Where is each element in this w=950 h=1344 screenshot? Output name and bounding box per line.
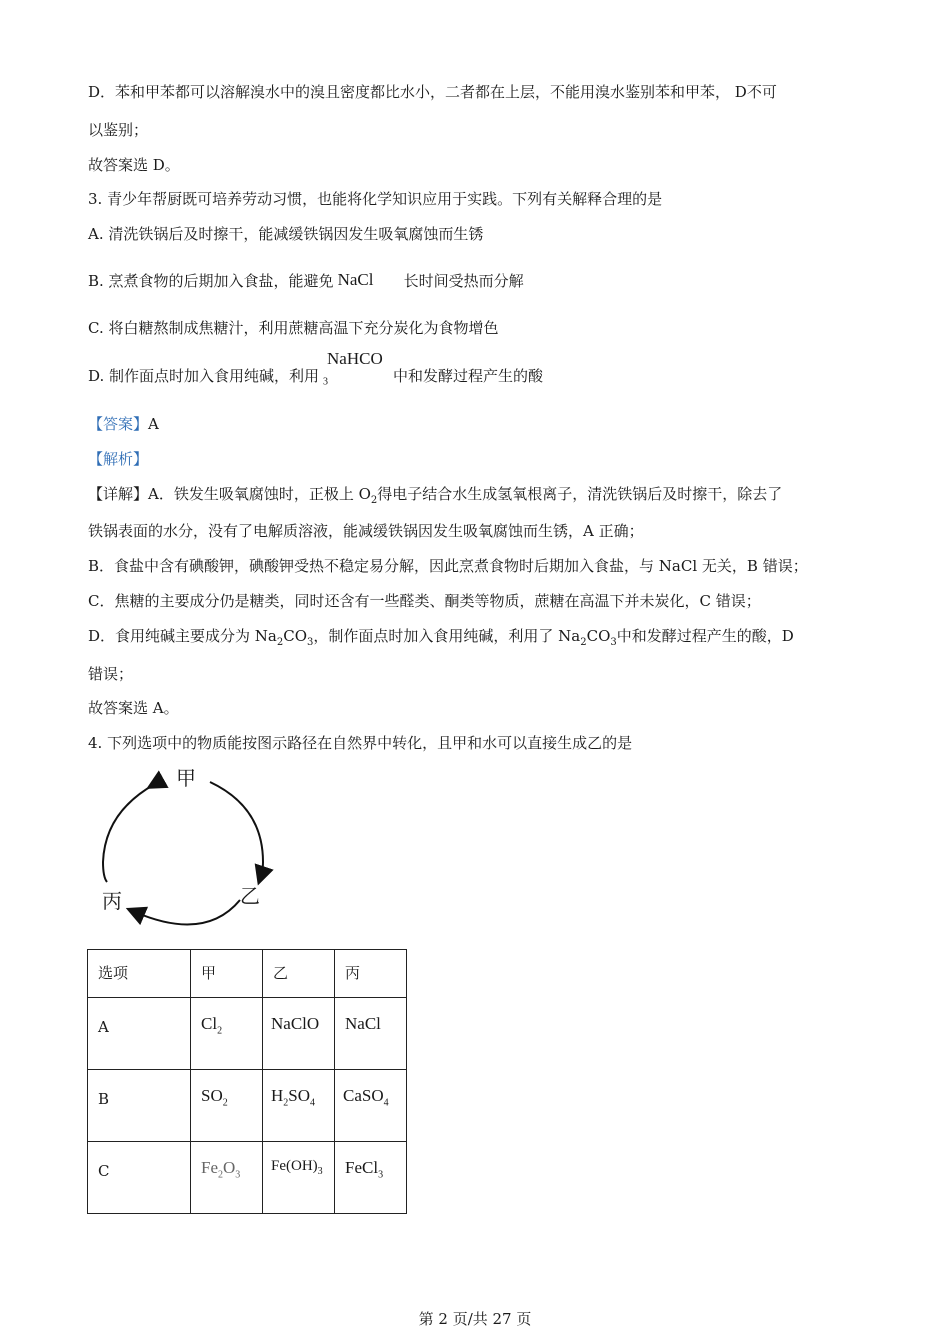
- detail-line-1: 【详解】A．铁发生吸氧腐蚀时，正极上 $O_2$得电子结合水生成氢氧根离子，清洗铁锅后及时擦干，除去了: [88, 485, 783, 506]
- arrow-yi-to-bing: [135, 900, 240, 925]
- row-a-bing: NaCl: [335, 998, 407, 1070]
- row-b-yi: $H_2SO_4$: [263, 1070, 335, 1142]
- options-table: [87, 949, 407, 1214]
- option-d: D. 制作面点时加入食用纯碱，利用 NaHCO $_3$ 中和发酵过程产生的酸: [88, 349, 544, 388]
- analysis-line: [88, 449, 148, 469]
- header-yi: 乙: [263, 950, 335, 998]
- question-3: 3. 青少年帮厨既可培养劳动习惯，也能将化学知识应用于实践。下列有关解释合理的是: [88, 190, 663, 208]
- detail-line-3: B．食盐中含有碘酸钾，碘酸钾受热不稳定易分解，因此烹煮食物时后期加入食盐，与 NaCl 无关，B 错误；: [88, 557, 808, 575]
- detail-line-6: 错误；: [88, 665, 134, 683]
- table-header-row: [88, 950, 407, 998]
- row-c-yi: $Fe(OH)_3$: [263, 1142, 335, 1214]
- node-bing: 丙: [102, 889, 122, 913]
- detail-line-5: D．食用纯碱主要成分为 $Na_2CO_3$，制作面点时加入食用纯碱，利用了 $Na_2CO_3$中和发酵过程产生的酸，D: [88, 627, 794, 648]
- text-line: D．苯和甲苯都可以溶解溴水中的溴且密度都比水小，二者都在上层，不能用溴水鉴别苯和甲苯， D不可: [88, 83, 777, 101]
- question-4: 4. 下列选项中的物质能按图示路径在自然界中转化，且甲和水可以直接生成乙的是: [88, 734, 633, 752]
- answer-value: A: [148, 415, 159, 433]
- row-a-option: A: [88, 998, 191, 1070]
- option-b-pre: B. 烹煮食物的后期加入食盐，能避免: [88, 272, 334, 290]
- answer-tag: 【答案】: [88, 415, 149, 433]
- detail-line-4: C．焦糖的主要成分仍是糖类，同时还含有一些醛类、酮类等物质，蔗糖在高温下并未炭化，C 错误；: [88, 592, 761, 610]
- row-b-jia: $SO_2$: [191, 1070, 263, 1142]
- analysis-tag: 【解析】: [88, 450, 149, 468]
- row-b-option: B: [88, 1070, 191, 1142]
- arrow-bing-to-jia: [103, 784, 155, 882]
- table-row: [88, 1070, 407, 1142]
- node-jia: 甲: [176, 766, 196, 790]
- detail-line-2: 铁锅表面的水分，没有了电解质溶液，能减缓铁锅因发生吸氧腐蚀而生锈，A 正确；: [88, 522, 644, 540]
- row-b-bing: CaSO$_4$: [335, 1070, 407, 1142]
- page-footer: 第 2 页/共 27 页: [418, 1310, 532, 1328]
- option-b-post: 长时间受热而分解: [403, 272, 524, 290]
- text-line: 以鉴别；: [88, 121, 149, 139]
- text-line: 故答案选 D。: [88, 156, 180, 174]
- node-yi: 乙: [240, 884, 260, 908]
- header-jia: 甲: [191, 950, 263, 998]
- row-c-bing: FeCl$_3$: [335, 1142, 407, 1214]
- option-d-pre: D. 制作面点时加入食用纯碱，利用: [88, 367, 320, 385]
- row-a-jia: $Cl_2$: [191, 998, 263, 1070]
- detail-tag: 【详解】: [88, 485, 149, 503]
- row-a-yi: NaClO: [263, 998, 335, 1070]
- text-line: 故答案选 A。: [88, 699, 179, 717]
- row-c-jia: $Fe_2O_3$: [191, 1142, 263, 1214]
- option-b: B. 烹煮食物的后期加入食盐，能避免 NaCl 长时间受热而分解: [88, 270, 524, 290]
- option-d-post: 中和发酵过程产生的酸: [393, 367, 544, 385]
- answer-line: [88, 414, 159, 434]
- header-option: 选项: [88, 950, 191, 998]
- table-row: [88, 998, 407, 1070]
- table-row: [88, 1142, 407, 1214]
- row-c-option: C: [88, 1142, 191, 1214]
- arrow-jia-to-yi: [210, 782, 263, 876]
- option-a: A. 清洗铁锅后及时擦干，能减缓铁锅因发生吸氧腐蚀而生锈: [88, 225, 484, 243]
- option-c: C. 将白糖熬制成焦糖汁，利用蔗糖高温下充分炭化为食物增色: [88, 319, 499, 337]
- header-bing: 丙: [335, 950, 407, 998]
